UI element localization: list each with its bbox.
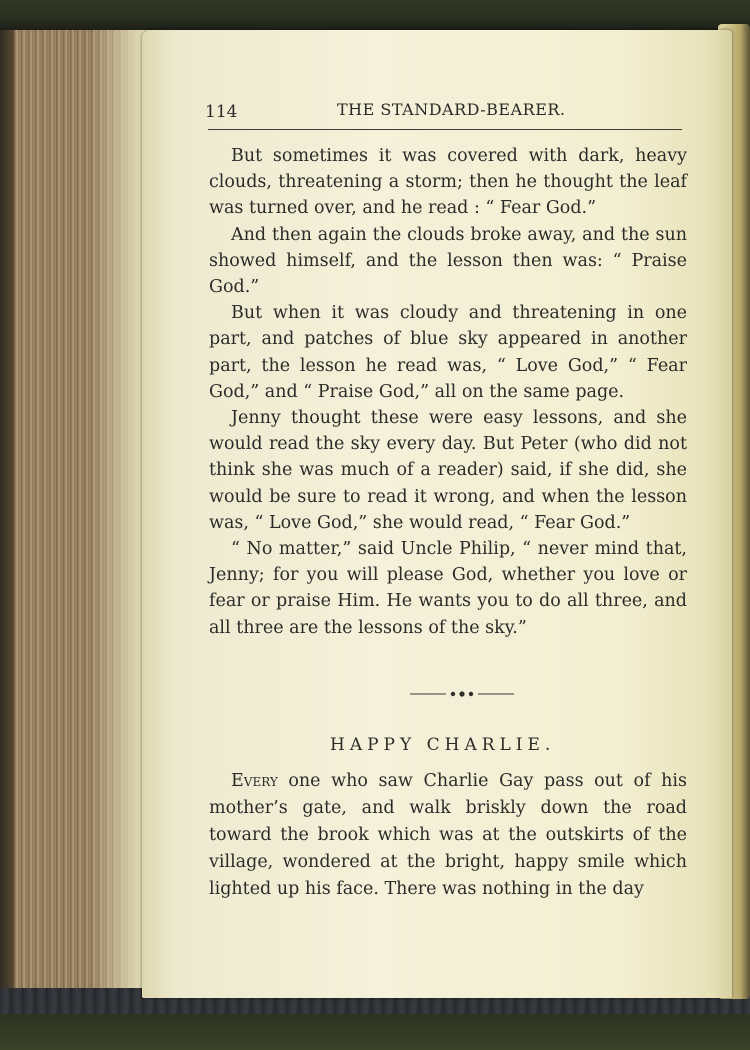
running-title: THE STANDARD-BEARER. xyxy=(337,100,566,119)
page-header xyxy=(205,98,685,122)
body-text xyxy=(209,143,687,641)
header-rule xyxy=(208,129,682,130)
paragraph: And then again the clouds broke away, and the sun showed himself, and the lesson then was: “ Praise God.” xyxy=(209,224,687,298)
section-body-text xyxy=(209,768,687,903)
section-divider-ornament xyxy=(410,687,514,701)
paragraph: But sometimes it was covered with dark, heavy clouds, threatening a storm; then he thought the leaf was turned over, and he read : “ Fear God.” xyxy=(209,146,687,219)
drop-word: Every xyxy=(231,771,278,791)
paragraph: But when it was cloudy and threatening in one part, and patches of blue sky appeared in another part, the lesson he read was, “ Love God,” “ Fear God,” and “ Praise God,” all on the same page. xyxy=(209,303,687,402)
paragraph: Jenny thought these were easy lessons, and she would read the sky every day. But Peter (who did not think she was much of a reader) said, if she did, she would be sure to read it wrong, and when the lesson was, “ Love God,” she would read, “ Fear God.” xyxy=(209,408,687,533)
paragraph-text: one who saw Charlie Gay pass out of his mother’s gate, and walk briskly down the road toward the brook which was at the outskirts of the village, wondered at the bright, happy smile which lighted up his face. There was nothing in the day xyxy=(209,771,687,899)
paragraph xyxy=(209,768,687,903)
page-number: 114 xyxy=(205,102,238,122)
paragraph: “ No matter,” said Uncle Philip, “ never mind that, Jenny; for you will please God, whether you love or fear or praise Him. He wants you to do all three, and all three are the lessons of the sky.” xyxy=(209,539,687,638)
book-spine-shadow xyxy=(0,30,14,988)
section-heading: HAPPY CHARLIE. xyxy=(330,735,556,755)
page-edges-left xyxy=(0,30,150,988)
table-background-top xyxy=(0,0,750,30)
